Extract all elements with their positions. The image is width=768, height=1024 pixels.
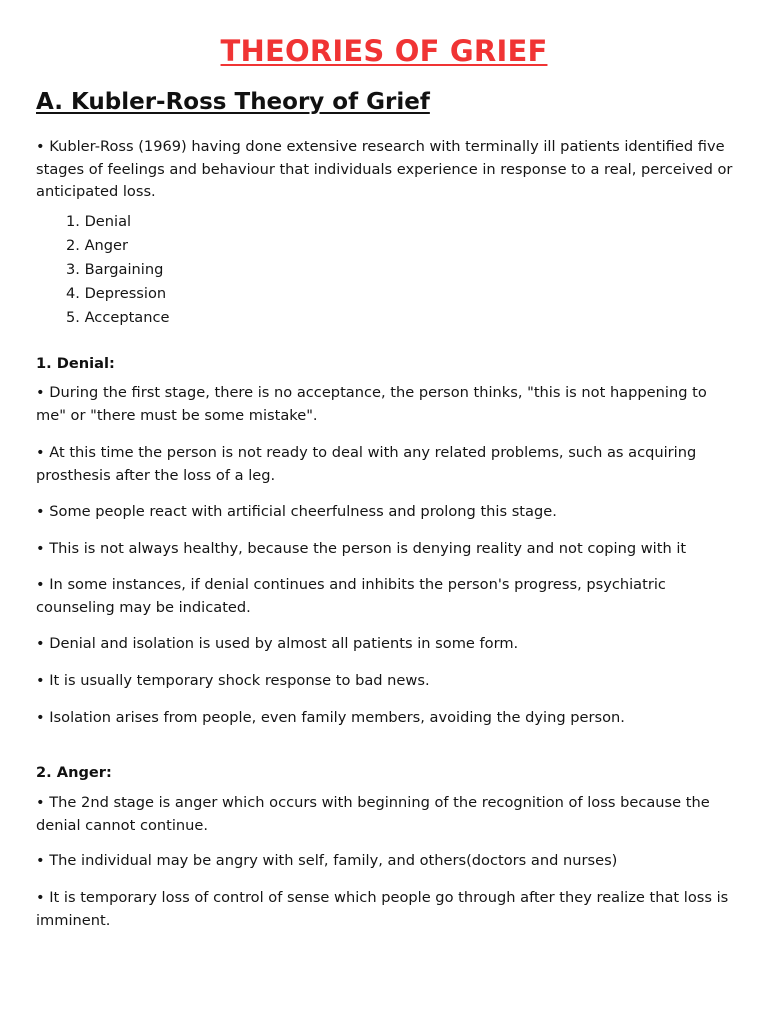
stage-item: 1. Denial — [66, 213, 132, 230]
denial-point: • Isolation arises from people, even family members, avoiding the dying person. — [36, 709, 625, 726]
section-a-heading: A. Kubler-Ross Theory of Grief — [36, 89, 430, 115]
stage-item: 3. Bargaining — [66, 261, 164, 278]
anger-point: • The individual may be angry with self, family, and others(doctors and nurses) — [36, 852, 618, 869]
anger-heading: 2. Anger: — [36, 764, 112, 781]
denial-point: • During the first stage, there is no acceptance, the person thinks, "this is not happening to me" or "there must be some mistake". — [36, 384, 707, 424]
stages-list — [66, 210, 170, 330]
stage-item: 5. Acceptance — [66, 309, 170, 326]
denial-point: • Denial and isolation is used by almost all patients in some form. — [36, 635, 519, 652]
denial-point: • Some people react with artificial cheerfulness and prolong this stage. — [36, 503, 557, 520]
denial-point: • In some instances, if denial continues and inhibits the person's progress, psychiatric counseling may be indicated. — [36, 576, 666, 616]
denial-point: • This is not always healthy, because the person is denying reality and not coping with it — [36, 540, 687, 557]
denial-heading: 1. Denial: — [36, 355, 115, 372]
anger-point: • It is temporary loss of control of sense which people go through after they realize that loss is imminent. — [36, 889, 729, 929]
stage-item: 4. Depression — [66, 285, 167, 302]
stage-item: 2. Anger — [66, 237, 129, 254]
intro-paragraph: • Kubler-Ross (1969) having done extensive research with terminally ill patients identified five stages of feelings and behaviour that individuals experience in response to a real, perceived or anticipated loss. — [36, 138, 733, 200]
document-title: THEORIES OF GRIEF — [220, 34, 548, 68]
anger-point: • The 2nd stage is anger which occurs with beginning of the recognition of loss because the denial cannot continue. — [36, 794, 710, 834]
denial-point: • At this time the person is not ready to deal with any related problems, such as acquiring prosthesis after the loss of a leg. — [36, 444, 697, 484]
denial-point: • It is usually temporary shock response to bad news. — [36, 672, 430, 689]
